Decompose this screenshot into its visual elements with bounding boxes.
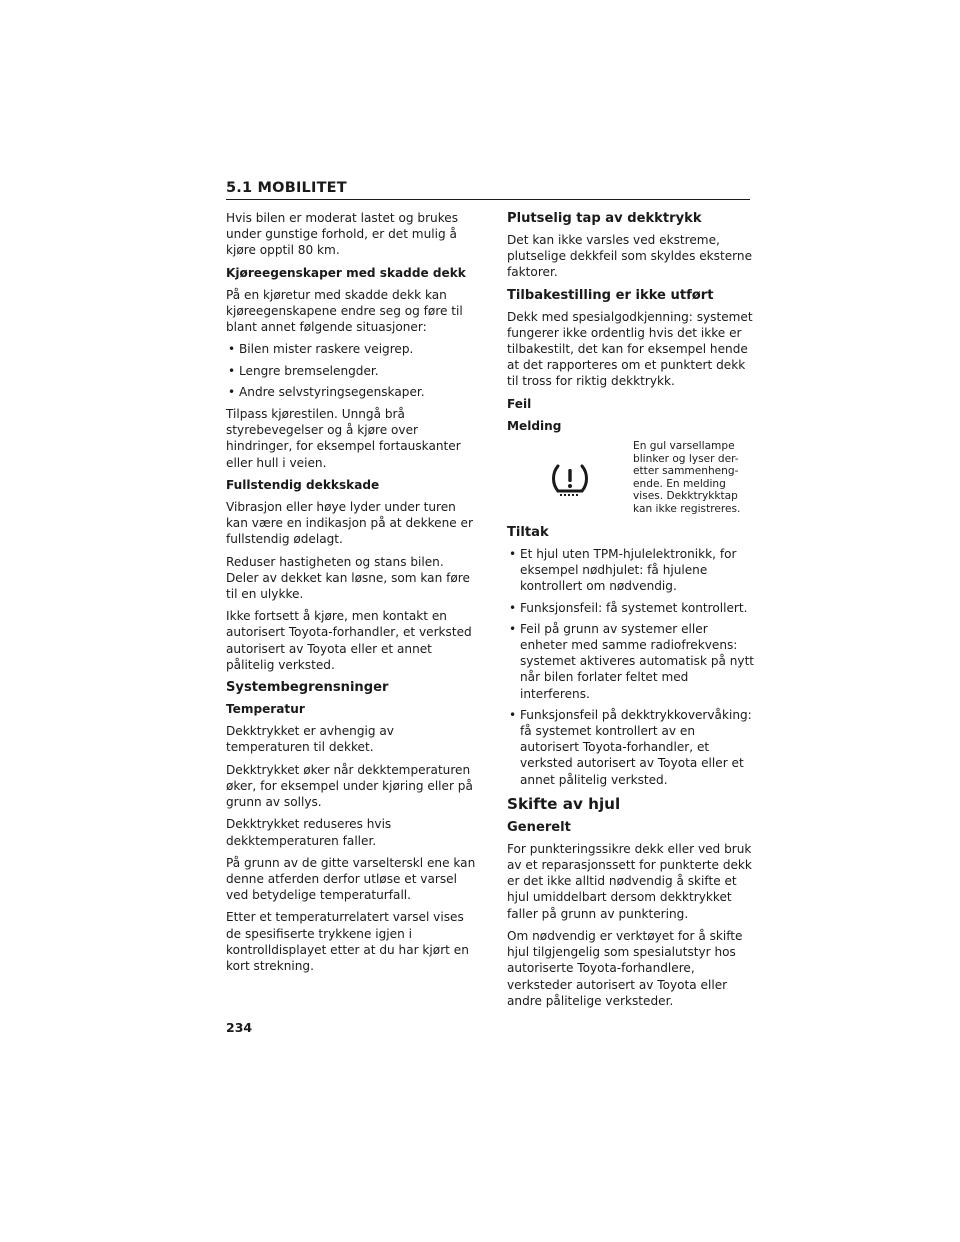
paragraph-intro: Hvis bilen er moderat lastet og brukes under gunstige forhold, er det mulig å kjøre opptil 80 km. xyxy=(226,211,459,258)
message-row xyxy=(507,440,755,518)
right-column xyxy=(507,210,755,1015)
paragraph-temp-4: På grunn av de gitte varselterskl ene kan denne atferden derfor utløse et varsel ved betydelige temperaturfall. xyxy=(226,855,476,903)
message-text: En gul varsellampe blinker og lyser der-etter sammenheng-ende. En melding vises. Dekktrykktap kan ikke registreres. xyxy=(633,440,741,515)
paragraph-adapt: Tilpass kjørestilen. Unngå brå styrebevegelser og å kjøre over hindringer, for eksempel fortauskanter eller hull i veien. xyxy=(226,407,461,470)
heading-change-wheel: Skifte av hjul xyxy=(507,794,621,813)
paragraph-general-2: Om nødvendig er verktøyet for å skifte hjul tilgjengelig som spesialutstyr hos autoriserte Toyota-forhandlere, verksteder autorisert av Toyota eller andre pålitelige verksteder. xyxy=(507,928,743,1008)
list-item: • Funksjonsfeil på dekktrykkovervåking: få systemet kontrollert av en autorisert Toyota-forhandler, et verksted autorisert av Toyota eller et annet pålitelig verksted. xyxy=(507,707,755,788)
list-item: • Andre selvstyringsegenskaper. xyxy=(226,384,478,400)
list-item: • Bilen mister raskere veigrep. xyxy=(226,341,478,357)
paragraph-sudden-loss: Det kan ikke varsles ved ekstreme, plutselige dekkfeil som skyldes eksterne faktorer. xyxy=(507,233,753,280)
left-column xyxy=(226,210,478,980)
driving-effects-list xyxy=(226,341,478,400)
paragraph-temp-1: Dekktrykket er avhengig av temperaturen til dekket. xyxy=(226,724,394,755)
list-item: • Lengre bremselengder. xyxy=(226,363,478,379)
heading-sudden-loss: Plutselig tap av dekktrykk xyxy=(507,211,702,226)
tire-pressure-warning-icon xyxy=(550,461,590,497)
heading-action: Tiltak xyxy=(507,525,549,541)
heading-reset-not-done: Tilbakestilling er ikke utført xyxy=(507,287,714,303)
action-list xyxy=(507,546,755,788)
subheading-total-damage: Fullstendig dekkskade xyxy=(226,477,380,492)
paragraph-contact: Ikke fortsett å kjøre, men kontakt en autorisert Toyota-forhandler, et verksted autorisert av Toyota eller et annet pålitelig verksted. xyxy=(226,609,472,672)
subheading-temperature: Temperatur xyxy=(226,702,305,717)
paragraph-general-1: For punkteringssikre dekk eller ved bruk av et reparasjonssett for punkterte dekk er det ikke alltid nødvendig å skifte et hjul umiddelbart dersom dekktrykket faller på grunn av punktering. xyxy=(507,841,752,921)
list-item: • Feil på grunn av systemer eller enheter med samme radiofrekvens: systemet aktiveres automatisk på nytt når bilen forlater feltet med interferens. xyxy=(507,621,755,702)
page-number: 234 xyxy=(226,1020,253,1035)
paragraph-reset: Dekk med spesialgodkjenning: systemet fungerer ikke ordentlig hvis det ikke er tilbakestilt, det kan for eksempel hende at det rapporteres om et punktert dekk til tross for riktig dekktrykk. xyxy=(507,309,753,389)
subheading-message: Melding xyxy=(507,418,562,433)
heading-system-limits: Systembegrensninger xyxy=(226,680,389,696)
subheading-fault: Feil xyxy=(507,396,532,411)
list-item: • Funksjonsfeil: få systemet kontrollert. xyxy=(507,600,755,616)
paragraph-driving: På en kjøretur med skadde dekk kan kjøreegenskapene endre seg og føre til blant annet følgende situasjoner: xyxy=(226,287,463,335)
paragraph-temp-2: Dekktrykket øker når dekktemperaturen øker, for eksempel under kjøring eller på grunn av sollys. xyxy=(226,762,473,810)
paragraph-reduce-speed: Reduser hastigheten og stans bilen. Deler av dekket kan løsne, som kan føre til en ulykke. xyxy=(226,554,470,602)
paragraph-temp-5: Etter et temperaturrelatert varsel vises de spesifiserte trykkene igjen i kontrolldisplayet etter at du har kjørt en kort strekning. xyxy=(226,910,469,973)
section-header: 5.1 MOBILITET xyxy=(226,180,750,200)
paragraph-vibration: Vibrasjon eller høye lyder under turen kan være en indikasjon på at dekkene er fullstendig ødelagt. xyxy=(226,500,473,547)
subheading-driving-properties: Kjøreegenskaper med skadde dekk xyxy=(226,265,466,280)
heading-general: Generelt xyxy=(507,819,571,835)
paragraph-temp-3: Dekktrykket reduseres hvis dekktemperaturen faller. xyxy=(226,817,392,848)
list-item: • Et hjul uten TPM-hjulelektronikk, for eksempel nødhjulet: få hjulene kontrollert om nødvendig. xyxy=(507,546,755,595)
